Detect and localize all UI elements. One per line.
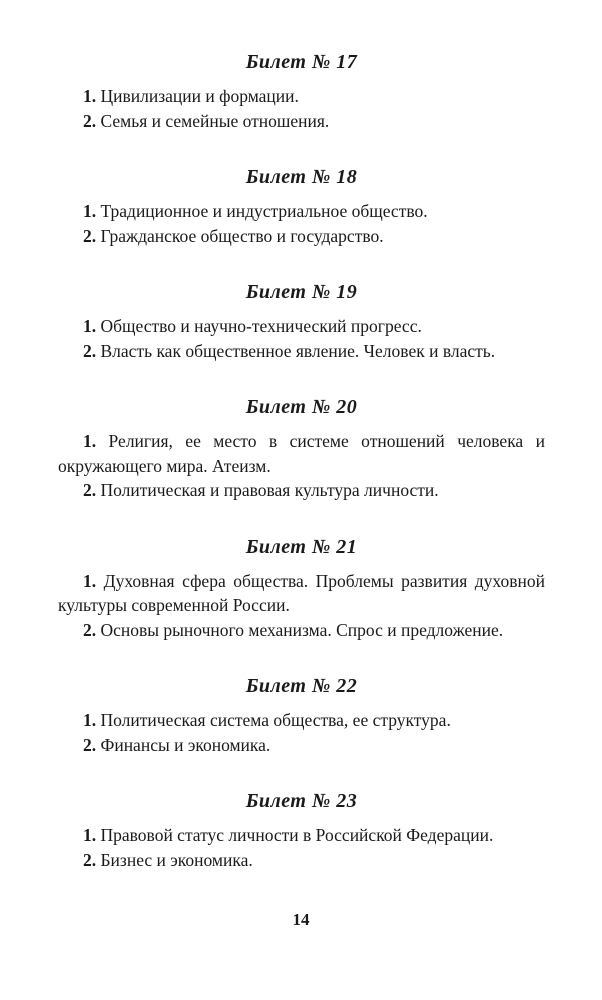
ticket-21 [58,533,545,643]
question-text: Общество и научно-технический прогресс. [96,316,422,336]
question-text: Духовная сфера общества. Проблемы развития духовной культуры современной России. [58,570,545,615]
question-item [58,84,545,109]
question-number: 1. [83,201,97,221]
ticket-20 [58,393,545,503]
question-number: 1. [83,570,97,591]
ticket-title: Билет № 19 [245,281,358,303]
ticket-title: Билет № 21 [245,535,358,558]
question-text: Основы рыночного механизма. Спрос и предложение. [96,619,504,640]
section-gap [58,133,545,163]
question-number: 1. [83,316,97,336]
question-item [58,429,545,478]
section-gap [58,642,545,672]
question-text: Семья и семейные отношения. [96,110,330,131]
question-number: 2. [83,734,97,755]
ticket-title: Билет № 22 [245,675,358,697]
section-gap [58,503,545,533]
document-page [58,48,545,872]
question-number: 2. [83,225,97,246]
page-number: 14 [292,910,310,929]
question-text: Гражданское общество и государство. [96,225,384,246]
ticket-title: Билет № 20 [245,396,358,418]
question-number: 1. [83,825,97,845]
question-text: Цивилизации и формации. [96,86,299,106]
question-number: 2. [83,340,97,361]
question-text: Политическая и правовая культура личности. [96,480,439,500]
ticket-title: Билет № 17 [245,51,358,73]
question-item [58,478,545,503]
question-item [58,109,545,134]
question-number: 2. [83,619,97,640]
question-text: Религия, ее место в системе отношений человека и окружающего мира. Атеизм. [58,431,545,476]
question-item [58,314,545,339]
ticket-22 [58,672,545,757]
ticket-17 [58,48,545,133]
question-item [58,224,545,249]
question-item [58,199,545,224]
question-text: Бизнес и экономика. [96,849,253,870]
question-number: 1. [83,431,97,451]
ticket-title: Билет № 23 [245,790,358,812]
section-gap [58,757,545,787]
question-item [58,618,545,643]
question-item [58,823,545,848]
question-number: 2. [83,849,97,870]
question-item [58,708,545,733]
ticket-18 [58,163,545,248]
section-gap [58,248,545,278]
question-item [58,733,545,758]
question-text: Традиционное и индустриальное общество. [96,201,428,221]
question-text: Правовой статус личности в Российской Федерации. [96,825,494,845]
question-text: Политическая система общества, ее структура. [96,710,451,730]
question-text: Финансы и экономика. [96,734,271,755]
section-gap [58,363,545,393]
question-item [58,339,545,364]
question-text: Власть как общественное явление. Человек и власть. [96,340,496,361]
ticket-19 [58,278,545,363]
ticket-title: Билет № 18 [245,166,358,188]
question-item [58,569,545,618]
question-number: 2. [83,110,97,131]
ticket-23 [58,787,545,872]
question-number: 1. [83,710,97,730]
question-item [58,848,545,873]
question-number: 2. [83,480,97,500]
question-number: 1. [83,86,97,106]
